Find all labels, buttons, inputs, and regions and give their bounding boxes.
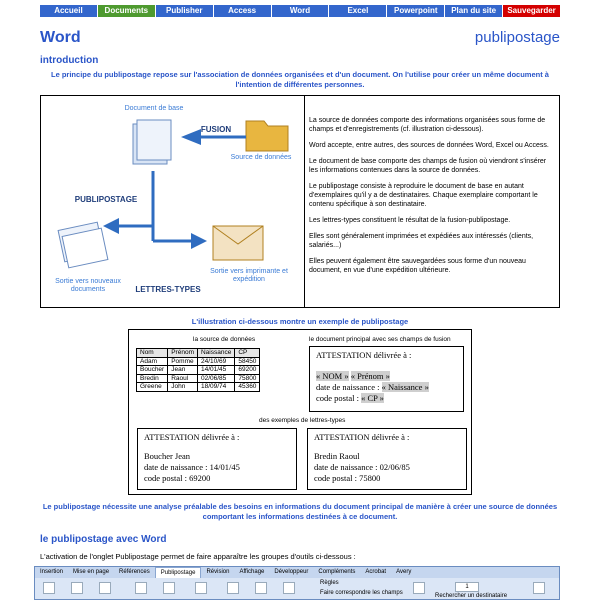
letter-1: ATTESTATION délivrée à : Boucher Jean date de naissance : 14/01/45 code postal : 69200	[137, 428, 297, 490]
example-heading: L'illustration ci-dessous montre un exemple de publipostage	[191, 317, 409, 326]
intro-text: Le principe du publipostage repose sur l'association de données organisées et d'un document. On l'utilise pour créer un même document à l'intention de différentes personnes.	[51, 70, 549, 89]
desc-2: Le document de base comporte des champs de fusion où viendront s'insérer les informations contenues dans la source de données.	[309, 158, 547, 174]
faire-correspondre-button[interactable]: Faire correspondre les champs	[320, 590, 403, 596]
tool-icon[interactable]	[227, 582, 239, 594]
desc-3: Le publipostage consiste à reproduire le document de base en autant d'exemplaires qu'il y a de destinataires. Chaque exemplaire comportant le contenu spécifique à son destinataire.	[309, 183, 538, 208]
nav-publisher[interactable]: Publisher	[156, 5, 213, 17]
tab-revision[interactable]: Révision	[206, 569, 230, 575]
section2-text: L'activation de l'onglet Publipostage permet de faire apparaître les groupes d'outils ci-dessous :	[40, 552, 356, 561]
table-header: Nom Prénom Naissance CP	[137, 349, 260, 358]
desc-5: Elles sont généralement imprimées et expédiées aux intéressés (clients, salariés...)	[309, 233, 534, 249]
lbl-doc-base: Document de base	[124, 105, 184, 112]
tool-icon[interactable]	[71, 582, 83, 594]
tab-complements[interactable]: Compléments	[318, 569, 356, 575]
lbl-sortie-docs: Sortie vers nouveaux documents	[55, 278, 121, 293]
top-nav	[40, 5, 560, 17]
table-row: Adam Pomme 24/10/69 58450	[137, 357, 260, 366]
table-row: Bredin Raoul 02/06/85 75800	[137, 374, 260, 383]
tab-references[interactable]: Références	[119, 569, 150, 575]
tool-icon[interactable]	[163, 582, 175, 594]
desc-1: Word accepte, entre autres, des sources de données Word, Excel ou Access.	[309, 142, 549, 149]
desc-4: Les lettres-types constituent le résultat de la fusion-publipostage.	[309, 217, 511, 224]
lbl-lettres: LETTRES-TYPES	[135, 285, 201, 294]
tab-mise-en-page[interactable]: Mise en page	[73, 569, 110, 575]
source-table	[136, 348, 260, 392]
table-row: Boucher Jean 14/01/45 69200	[137, 366, 260, 375]
rechercher-destinataire-button[interactable]: Rechercher un destinataire	[435, 593, 508, 599]
tool-icon[interactable]	[533, 582, 545, 594]
tab-acrobat[interactable]: Acrobat	[365, 569, 387, 575]
src-caption: la source de données	[193, 336, 256, 343]
tab-avery[interactable]: Avery	[396, 569, 412, 575]
types-caption: des exemples de lettres-types	[259, 417, 346, 424]
tab-developpeur[interactable]: Développeur	[274, 569, 309, 575]
tool-icon[interactable]	[99, 582, 111, 594]
lbl-sortie-print: Sortie vers imprimante et expédition	[210, 268, 288, 283]
nav-sauvegarder[interactable]: Sauvegarder	[503, 5, 560, 17]
preview-icon[interactable]	[413, 582, 425, 594]
nav-accueil[interactable]: Accueil	[40, 5, 97, 17]
nav-documents[interactable]: Documents	[98, 5, 155, 17]
word-ribbon	[34, 566, 560, 600]
nav-plan[interactable]: Plan du site	[445, 5, 502, 17]
doc-base-icon-front	[137, 120, 171, 160]
desc-6: Elles peuvent également être sauvegardées sous forme d'un nouveau document, en vue d'une expédition ultérieure.	[309, 258, 526, 274]
tool-icon[interactable]	[283, 582, 295, 594]
regles-button[interactable]: Règles	[320, 580, 339, 586]
tool-icon[interactable]	[135, 582, 147, 594]
tool-icon[interactable]	[255, 582, 267, 594]
intro-heading: introduction	[40, 55, 99, 66]
analysis-text: Le publipostage nécessite une analyse préalable des besoins en informations du document principal de manière à créer une source de données comportant les informations destinées à ce document.	[42, 502, 558, 521]
ribbon-tabs	[35, 567, 559, 578]
doc-caption: le document principal avec ses champs de fusion	[309, 336, 451, 343]
record-page-input[interactable]: 1	[455, 582, 479, 592]
letter-2: ATTESTATION délivrée à : Bredin Raoul date de naissance : 02/06/85 code postal : 75800	[307, 428, 467, 490]
tool-icon[interactable]	[195, 582, 207, 594]
page-title: Word	[40, 29, 81, 46]
lbl-fusion: FUSION	[200, 125, 232, 134]
table-row: Greene John 18/09/74 45360	[137, 383, 260, 392]
page-subtitle: publipostage	[474, 29, 560, 46]
nav-access[interactable]: Access	[214, 5, 271, 17]
tool-icon[interactable]	[43, 582, 55, 594]
diagram	[41, 96, 305, 307]
desc-0: La source de données comporte des informations organisées sous forme de champs et d'enregistrements (cf. illustration ci-dessous).	[309, 117, 546, 133]
tab-insertion[interactable]: Insertion	[40, 569, 64, 575]
tab-affichage[interactable]: Affichage	[239, 569, 265, 575]
folder-icon	[246, 121, 288, 151]
nav-word[interactable]: Word	[272, 5, 329, 17]
section2-heading: le publipostage avec Word	[40, 534, 167, 545]
nav-powerpoint[interactable]: Powerpoint	[387, 5, 444, 17]
description	[305, 96, 559, 307]
ribbon-tools	[35, 578, 559, 600]
lbl-source: Source de données	[230, 154, 292, 161]
tab-publipostage[interactable]: Publipostage	[155, 567, 202, 578]
example-box	[128, 329, 472, 495]
lbl-publipostage: PUBLIPOSTAGE	[74, 195, 138, 204]
overview-box	[40, 95, 560, 308]
main-document: ATTESTATION délivrée à : « NOM » « Prénom » date de naissance : « Naissance » code postal : « CP »	[309, 346, 464, 412]
nav-excel[interactable]: Excel	[329, 5, 386, 17]
